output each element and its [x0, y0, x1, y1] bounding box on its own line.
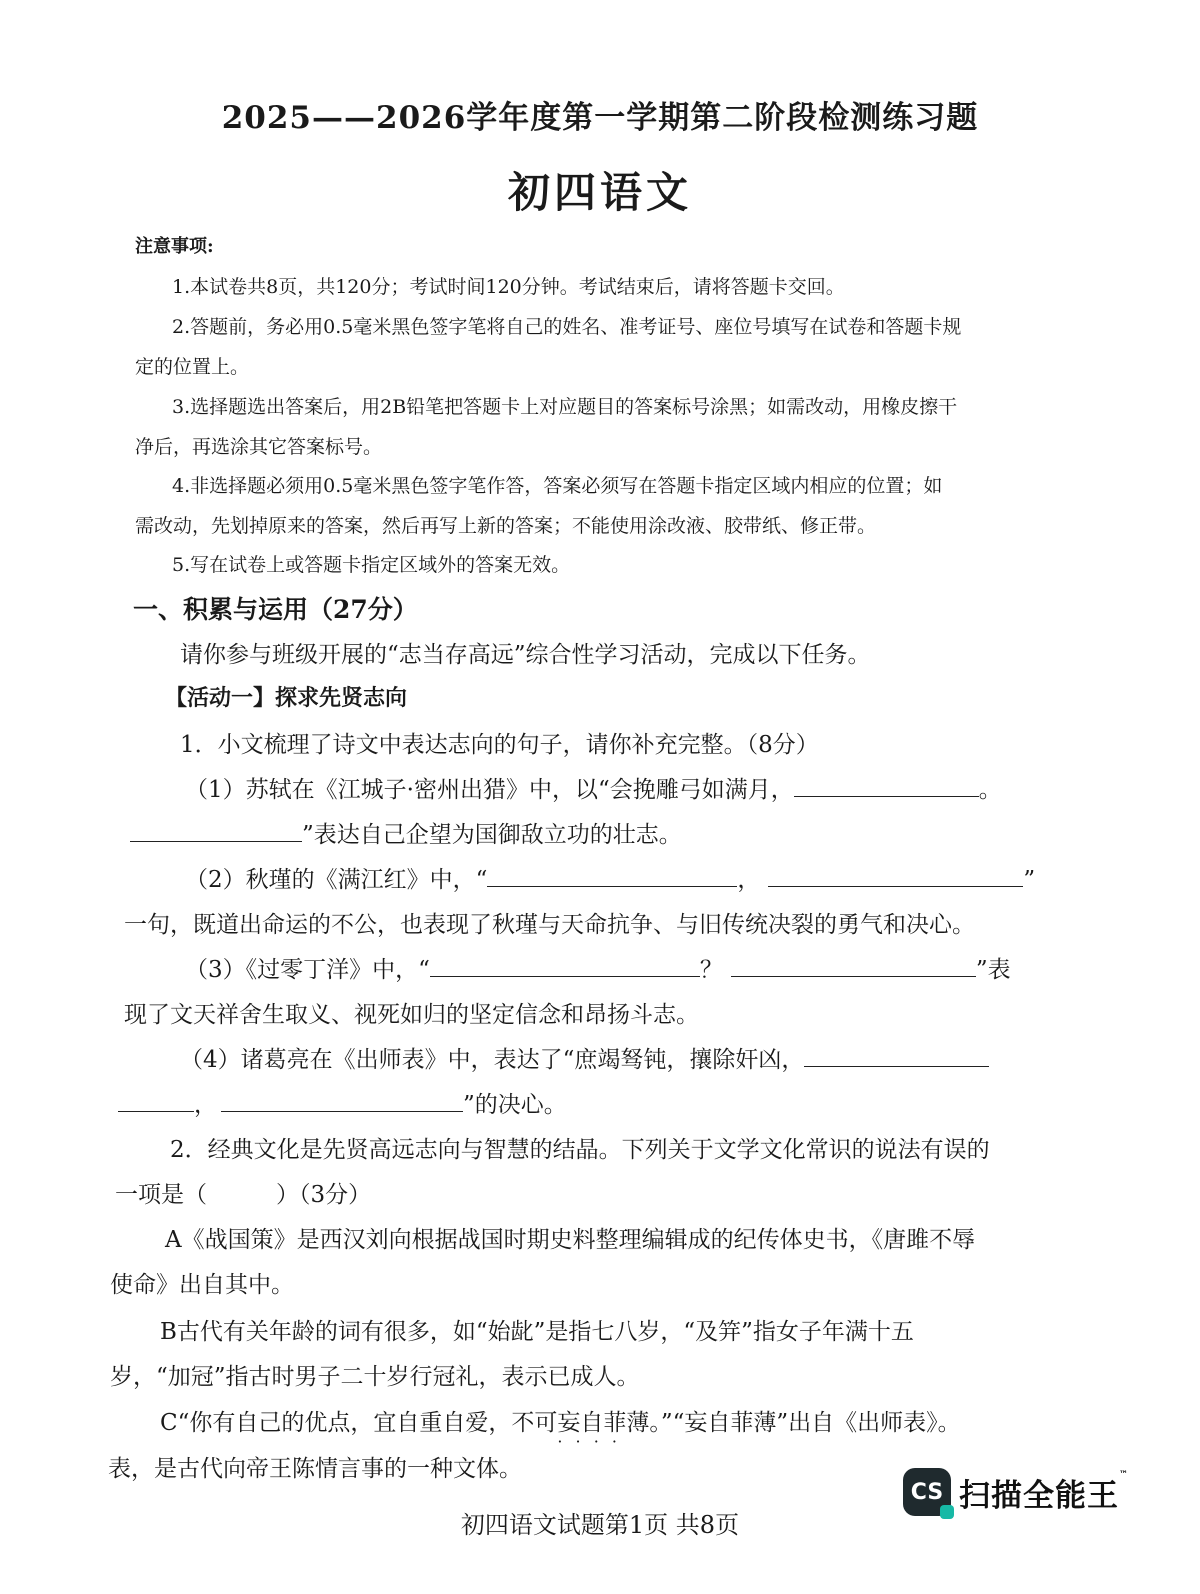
q1-part3-line2: 现了文天祥舍生取义、视死如归的坚定信念和昂扬斗志。: [124, 1002, 699, 1028]
answer-blank[interactable]: [430, 956, 700, 977]
answer-blank[interactable]: [804, 1046, 989, 1067]
notice-item-3: 3.选择题选出答案后，用2B铅笔把答题卡上对应题目的答案标号涂黑；如需改动，用橡皮擦干: [172, 396, 958, 418]
q1-part1-line2: ”表达自己企望为国御敌立功的壮志。: [130, 816, 682, 849]
activity-heading: 【活动一】探求先贤志向: [165, 685, 408, 711]
question-2-stem: 2．经典文化是先贤高远志向与智慧的结晶。下列关于文学文化常识的说法有误的: [170, 1137, 990, 1163]
q1-part2-line1: （2）秋瑾的《满江红》中，“ ， ”: [185, 867, 1036, 893]
section-heading: 一、积累与运用（27分）: [133, 595, 418, 624]
notice-item-2: 2.答题前，务必用0.5毫米黑色签字笔将自己的姓名、准考证号、座位号填写在试卷和答题卡规: [172, 316, 962, 338]
question-2-stem-cont: 一项是（ ）（3分）: [115, 1182, 372, 1208]
option-b-line2: 岁，“加冠”指古时男子二十岁行冠礼，表示已成人。: [110, 1364, 640, 1390]
subject-title: 初四语文: [507, 168, 692, 217]
answer-blank[interactable]: [794, 776, 979, 797]
q1-part4-line1: （4）诸葛亮在《出师表》中，表达了“庶竭驽钝，攘除奸凶，: [180, 1041, 989, 1074]
page-footer: 初四语文试题第1页 共8页: [460, 1511, 740, 1539]
option-c-line1: C“你有自己的优点，宜自重自爱，不可妄自菲薄 · · · ·。”“妄自菲薄”出自《出师表》。: [160, 1404, 961, 1437]
option-a-line1: A《战国策》是西汉刘向根据战国时期史料整理编辑成的纪传体史书，《唐雎不辱: [165, 1227, 976, 1253]
camscanner-logo-icon: CS: [903, 1468, 951, 1516]
notice-item-1: 1.本试卷共8页，共120分；考试时间120分钟。考试结束后，请将答题卡交回。: [172, 276, 845, 298]
answer-blank[interactable]: [221, 1091, 463, 1112]
answer-blank[interactable]: [731, 956, 976, 977]
option-a-line2: 使命》出自其中。: [110, 1272, 294, 1298]
answer-blank[interactable]: [487, 866, 737, 887]
notice-item-4: 4.非选择题必须用0.5毫米黑色签字笔作答，答案必须写在答题卡指定区域内相应的位置；如: [172, 475, 943, 497]
q1-part3-line1: （3）《过零丁洋》中，“ ？ ”表: [185, 957, 1011, 983]
watermark-text: 扫描全能王™: [959, 1469, 1129, 1514]
notice-item-4-cont: 需改动，先划掉原来的答案，然后再写上新的答案；不能使用涂改液、胶带纸、修正带。: [135, 515, 877, 537]
notice-item-3-cont: 净后，再选涂其它答案标号。: [135, 436, 383, 458]
trademark-mark: ™: [1119, 1469, 1129, 1480]
answer-blank[interactable]: [768, 866, 1023, 887]
notice-item-5: 5.写在试卷上或答题卡指定区域外的答案无效。: [172, 554, 571, 576]
notice-heading: 注意事项:: [135, 236, 214, 257]
emphasized-phrase: 妄自菲薄 · · · ·: [557, 1410, 649, 1436]
q1-part2-line2: 一句，既道出命运的不公，也表现了秋瑾与天命抗争、与旧传统决裂的勇气和决心。: [124, 912, 975, 938]
answer-blank[interactable]: [118, 1091, 194, 1112]
q1-part4-line2: ， ”的决心。: [118, 1086, 567, 1119]
exam-title: 2025——2026学年度第一学期第二阶段检测练习题: [221, 100, 979, 136]
notice-item-2-cont: 定的位置上。: [135, 356, 250, 378]
option-b-line1: B古代有关年龄的词有很多，如“始龀”是指七八岁，“及笄”指女子年满十五: [160, 1319, 914, 1345]
option-c-line2: 表，是古代向帝王陈情言事的一种文体。: [108, 1456, 522, 1482]
q1-part1-line1: （1）苏轼在《江城子·密州出猎》中，以“会挽雕弓如满月， 。: [185, 777, 1002, 803]
question-1-stem: 1．小文梳理了诗文中表达志向的句子，请你补充完整。（8分）: [180, 732, 819, 758]
answer-blank[interactable]: [130, 821, 302, 842]
section-intro: 请你参与班级开展的“志当存高远”综合性学习活动，完成以下任务。: [180, 642, 871, 668]
